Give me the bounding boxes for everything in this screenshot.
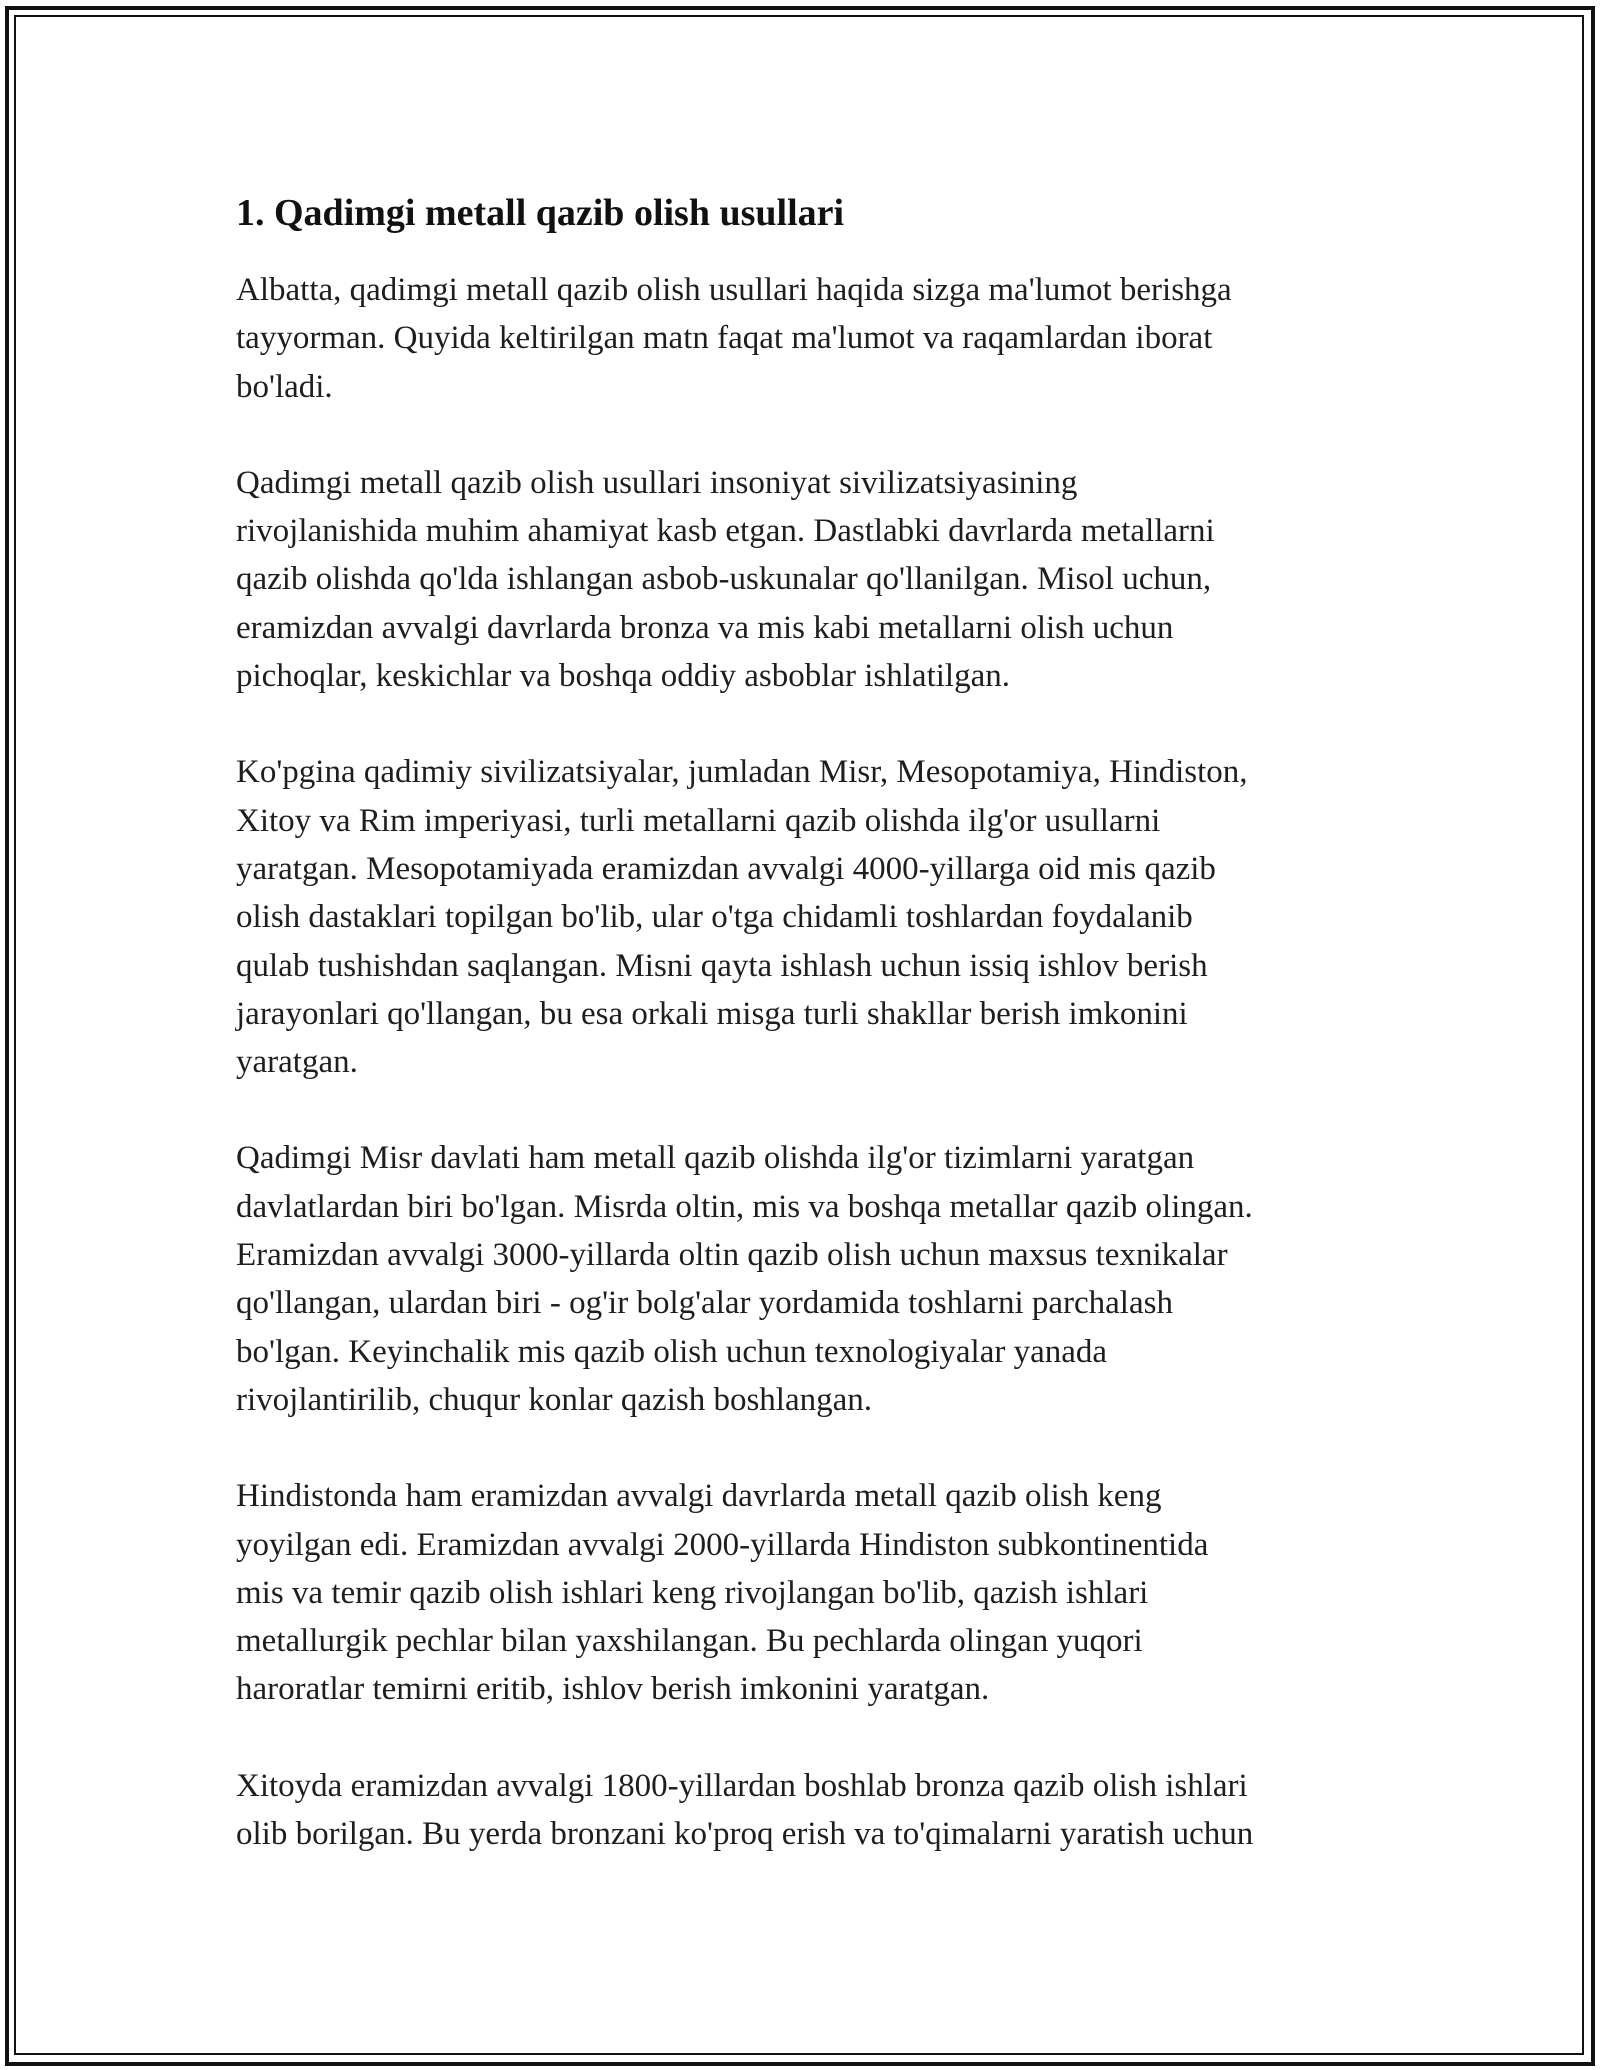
- text-line: Xitoy va Rim imperiyasi, turli metallarni qazib olishda ilg'or usullarni: [236, 802, 1161, 839]
- text-line: Qadimgi metall qazib olish usullari insoniyat sivilizatsiyasining: [236, 464, 1078, 501]
- text-line: bo'lgan. Keyinchalik mis qazib olish uchun texnologiyalar yanada: [236, 1333, 1108, 1370]
- text-line: qazib olishda qo'lda ishlangan asbob-uskunalar qo'llanilgan. Misol uchun,: [236, 561, 1212, 598]
- text-line: Eramizdan avvalgi 3000-yillarda oltin qazib olish uchun maxsus texnikalar: [236, 1237, 1228, 1274]
- text-line: qulab tushishdan saqlangan. Misni qayta ishlash uchun issiq ishlov berish: [236, 947, 1208, 984]
- text-line: tayyorman. Quyida keltirilgan matn faqat ma'lumot va raqamlardan iborat: [236, 320, 1213, 357]
- text-line: mis va temir qazib olish ishlari keng rivojlangan bo'lib, qazish ishlari: [236, 1574, 1149, 1611]
- section-heading: 1. Qadimgi metall qazib olish usullari: [236, 192, 845, 234]
- text-line: pichoqlar, keskichlar va boshqa oddiy asboblar ishlatilgan.: [236, 658, 1010, 695]
- text-line: davlatlardan biri bo'lgan. Misrda oltin, mis va boshqa metallar qazib olingan.: [236, 1188, 1253, 1225]
- paragraph-intro: [236, 266, 1386, 411]
- paragraph-civilizations: [236, 748, 1386, 1086]
- paragraph-overview: [236, 459, 1386, 700]
- text-line: yaratgan. Mesopotamiyada eramizdan avvalgi 4000-yillarga oid mis qazib: [236, 850, 1216, 887]
- document-body: [236, 186, 1386, 1906]
- text-line: jarayonlari qo'llangan, bu esa orkali misga turli shakllar berish imkonini: [236, 995, 1188, 1032]
- paragraph-india: [236, 1472, 1386, 1713]
- text-line: olib borilgan. Bu yerda bronzani ko'proq erish va to'qimalarni yaratish uchun: [236, 1816, 1254, 1853]
- text-line: metallurgik pechlar bilan yaxshilangan. Bu pechlarda olingan yuqori: [236, 1623, 1143, 1660]
- text-line: Xitoyda eramizdan avvalgi 1800-yillardan boshlab bronza qazib olish ishlari: [236, 1767, 1248, 1804]
- paragraph-egypt: [236, 1134, 1386, 1424]
- text-line: bo'ladi.: [236, 368, 333, 405]
- paragraph-china: [236, 1762, 1386, 1859]
- text-line: rivojlanishida muhim ahamiyat kasb etgan. Dastlabki davrlarda metallarni: [236, 513, 1215, 550]
- text-line: eramizdan avvalgi davrlarda bronza va mis kabi metallarni olish uchun: [236, 609, 1174, 646]
- text-line: Qadimgi Misr davlati ham metall qazib olishda ilg'or tizimlarni yaratgan: [236, 1140, 1195, 1177]
- text-line: rivojlantirilib, chuqur konlar qazish boshlangan.: [236, 1381, 873, 1418]
- text-line: haroratlar temirni eritib, ishlov berish imkonini yaratgan.: [236, 1671, 990, 1708]
- text-line: yoyilgan edi. Eramizdan avvalgi 2000-yillarda Hindiston subkontinentida: [236, 1526, 1209, 1563]
- text-line: qo'llangan, ulardan biri - og'ir bolg'alar yordamida toshlarni parchalash: [236, 1285, 1173, 1322]
- text-line: Hindistonda ham eramizdan avvalgi davrlarda metall qazib olish keng: [236, 1478, 1162, 1515]
- text-line: Ko'pgina qadimiy sivilizatsiyalar, jumladan Misr, Mesopotamiya, Hindiston,: [236, 754, 1248, 791]
- text-line: yaratgan.: [236, 1044, 358, 1081]
- text-line: olish dastaklari topilgan bo'lib, ular o'tga chidamli toshlardan foydalanib: [236, 899, 1193, 936]
- text-line: Albatta, qadimgi metall qazib olish usullari haqida sizga ma'lumot berishga: [236, 272, 1232, 308]
